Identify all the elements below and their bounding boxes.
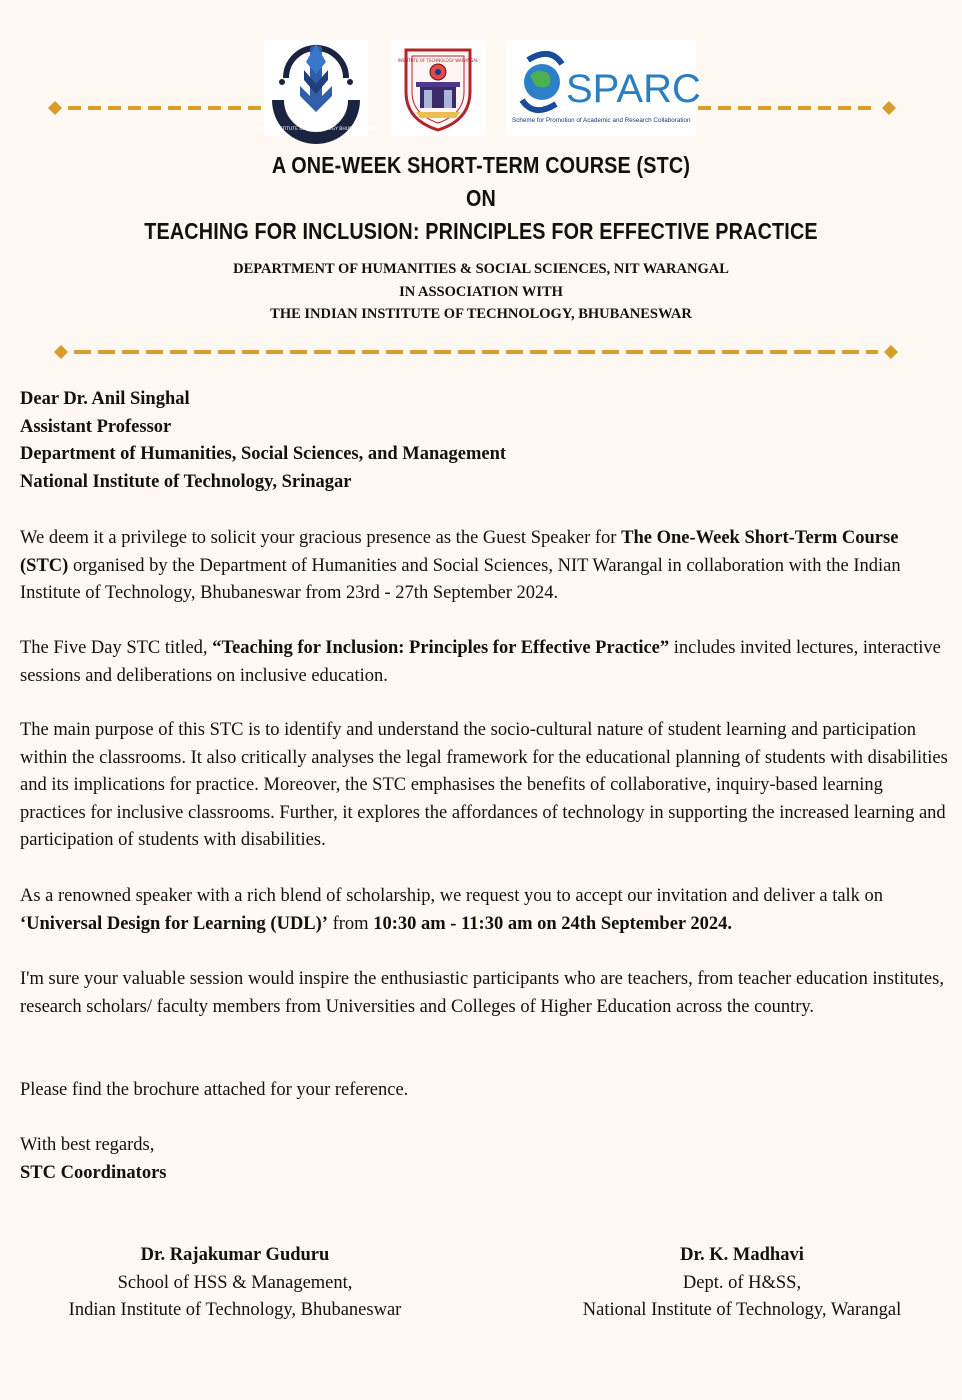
sparc-wordmark: SPARC (566, 67, 701, 111)
paragraph-invitation (20, 525, 950, 608)
recipient-salutation: Dear Dr. Anil Singhal (20, 389, 190, 409)
signatory-2-inst: National Institute of Technology, Warangal (582, 1300, 902, 1320)
recipient-institute: National Institute of Technology, Srinagar (20, 471, 352, 492)
iit-bhubaneswar-emblem-text: INDIAN INSTITUTE OF TECHNOLOGY BHUBANESWAR (257, 127, 375, 132)
department-line3: THE INDIAN INSTITUTE OF TECHNOLOGY, BHUBANESWAR (270, 306, 692, 322)
p2-text-a: The Five Day STC titled, (20, 638, 213, 658)
recipient-address (20, 386, 506, 496)
p1-course-name: The One-Week Short-Term Course (STC) (20, 528, 899, 576)
header-divider (52, 345, 902, 359)
closing (20, 1132, 950, 1187)
paragraph-brochure: Please find the brochure attached for your reference. (20, 1080, 409, 1100)
paragraph-stc-title (20, 635, 950, 690)
closing-from: STC Coordinators (20, 1162, 167, 1183)
course-title-line1: A ONE-WEEK SHORT-TERM COURSE (STC) (271, 152, 691, 178)
sparc-logo (506, 40, 701, 136)
course-title-line2: ON (465, 185, 497, 211)
closing-regards: With best regards, (20, 1135, 155, 1155)
p4-talk-time: 10:30 am - 11:30 am on 24th September 2024. (373, 913, 733, 934)
p4-text-c: from (327, 913, 374, 934)
sparc-tagline: Scheme for Promotion of Academic and Research Collaboration (512, 117, 691, 124)
signatory-2 (530, 1242, 954, 1325)
nit-warangal-logo (390, 40, 486, 136)
nit-warangal-emblem-text: INSTITUTE OF TECHNOLOGY WARANGAL (397, 58, 479, 63)
course-title-line3: TEACHING FOR INCLUSION: PRINCIPLES FOR EFFECTIVE PRACTICE (144, 218, 818, 244)
paragraph-request (20, 883, 950, 938)
iit-bhubaneswar-logo (257, 40, 375, 136)
p1-text-c: organised by the Department of Humanities and Social Sciences, NIT Warangal in collaboration with the Indian Institute of Technology, Bhubaneswar from 23rd - 27th September 2024. (20, 555, 901, 603)
department-line2: IN ASSOCIATION WITH (399, 284, 563, 300)
signatory-2-dept: Dept. of H&SS, (682, 1272, 802, 1293)
department-line1: DEPARTMENT OF HUMANITIES & SOCIAL SCIENCES, NIT WARANGAL (233, 261, 729, 277)
top-right-divider (696, 101, 900, 115)
recipient-designation: Assistant Professor (20, 416, 172, 437)
p4-text-a: As a renowned speaker with a rich blend of scholarship, we request you to accept our invitation and deliver a talk on (20, 886, 884, 906)
signatory-2-name: Dr. K. Madhavi (680, 1245, 804, 1265)
signatory-1-name: Dr. Rajakumar Guduru (140, 1245, 330, 1265)
p2-text-c: includes invited lectures, interactive sessions and deliberations on inclusive education. (20, 638, 941, 686)
paragraph-purpose: The main purpose of this STC is to identify and understand the socio-cultural nature of student learning and participation within the classrooms. It also critically analyses the legal framework for the educational planning of students with disabilities and its implications for practice. Moreover, the STC emphasises the benefits of collaborative, inquiry-based learning practices for inclusive classrooms. Further, it explores the affordances of technology in supporting the increased learning and participation of students with disabilities. (20, 720, 948, 850)
signatory-1-dept: School of HSS & Management, (117, 1272, 353, 1293)
logo-strip (0, 38, 962, 138)
p1-text-a: We deem it a privilege to solicit your gracious presence as the Guest Speaker for (20, 528, 622, 548)
signatory-1 (20, 1242, 450, 1325)
p2-title: “Teaching for Inclusion: Principles for Effective Practice” (212, 638, 670, 658)
paragraph-participants: I'm sure your valuable session would inspire the enthusiastic participants who are teachers, from teacher education institutes, research scholars/ faculty members from Universities and Colleges of Higher Education across the country. (20, 969, 944, 1017)
recipient-department: Department of Humanities, Social Sciences, and Management (20, 444, 507, 464)
signatory-1-inst: Indian Institute of Technology, Bhubaneswar (68, 1300, 402, 1320)
top-left-divider (46, 101, 264, 115)
p4-talk-title: ‘Universal Design for Learning (UDL)’ (20, 913, 328, 934)
